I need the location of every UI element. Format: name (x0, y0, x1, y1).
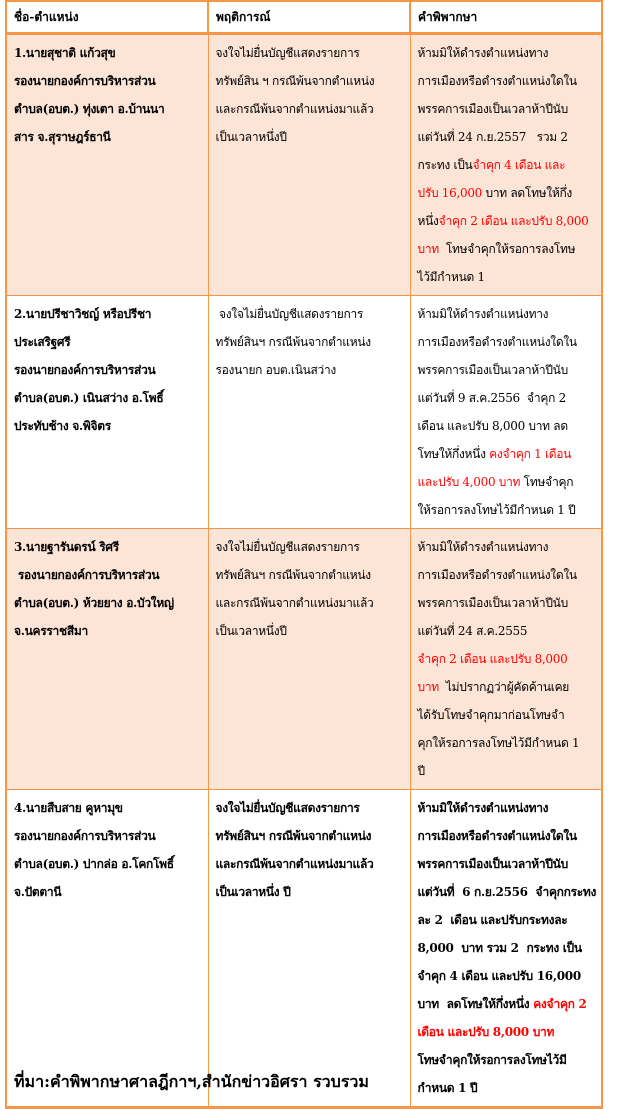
text-line (418, 39, 595, 67)
text-line (14, 533, 201, 561)
text-line (418, 496, 595, 524)
name-cell (6, 34, 208, 296)
text-line (216, 533, 403, 561)
text-line (418, 990, 595, 1018)
text-line (216, 561, 403, 589)
text-line (14, 412, 201, 440)
text-segment: บาท ลดโทษให้กึ่งหนึ่ง (417, 997, 534, 1011)
table-row (6, 34, 602, 296)
text-line (418, 356, 595, 384)
text-line (14, 95, 201, 123)
text-line (418, 207, 595, 235)
text-segment: ตำบล(อบต.) ปากล่อ อ.โคกโพธิ์ (14, 857, 174, 871)
text-segment: เป็นเวลาหนึ่งปี (215, 130, 287, 144)
text-segment: 4.นายสืบสาย คูหามุข (14, 801, 123, 815)
text-segment: ไม่ปรากฏว่าผู้คัดค้านเคย (438, 680, 570, 694)
text-segment: จ.นครราชสีมา (14, 624, 88, 638)
text-segment: เดือน และปรับ 8,000 บาท ลด (417, 419, 568, 433)
text-line (14, 384, 201, 412)
text-segment: ได้รับโทษจำคุกมาก่อนโทษจำ (417, 708, 565, 722)
conduct-cell (208, 34, 410, 296)
verdict-cell (410, 34, 602, 296)
text-line (216, 589, 403, 617)
penalty-highlight: ปรับ 16,000 (417, 186, 482, 200)
text-line (216, 356, 403, 384)
text-line (216, 617, 403, 645)
text-line (14, 300, 201, 328)
text-segment: บาท ลดโทษให้กึ่ง (481, 186, 572, 200)
text-line (418, 412, 595, 440)
text-line (418, 300, 595, 328)
text-segment: แต่วันที่ 9 ส.ค.2556 จำคุก 2 (417, 391, 566, 405)
name-cell (6, 790, 208, 1108)
text-line (14, 561, 201, 589)
header-conduct: พฤติการณ์ (208, 1, 410, 34)
text-line (418, 151, 595, 179)
text-line (14, 123, 201, 151)
conduct-cell (208, 529, 410, 790)
text-segment: โทษจำคุกให้รอการลงโทษไว้มี (417, 1053, 567, 1067)
text-segment: ประทับช้าง จ.พิจิตร (14, 419, 111, 433)
text-line (418, 729, 595, 757)
text-line (418, 822, 595, 850)
text-segment: จงใจไม่ยื่นบัญชีแสดงรายการ (215, 307, 364, 321)
penalty-highlight: เดือน และปรับ 8,000 บาท (417, 1025, 555, 1039)
text-line (418, 701, 595, 729)
text-segment: ทรัพย์สินฯ กรณีพ้นจากตำแหน่ง (215, 829, 372, 843)
name-cell (6, 296, 208, 529)
text-segment: การเมืองหรือดำรงตำแหน่งใดใน (417, 74, 577, 88)
text-segment: แต่วันที่ 6 ก.ย.2556 จำคุกกระทง (417, 885, 597, 899)
text-line (216, 878, 403, 906)
text-line (14, 328, 201, 356)
text-segment: ห้ามมิให้ดำรงตำแหน่งทาง (417, 46, 549, 60)
conduct-cell (208, 296, 410, 529)
text-line (14, 39, 201, 67)
text-segment: ตำบล(อบต.) เนินสว่าง อ.โพธิ์ (14, 391, 164, 405)
text-line (418, 673, 595, 701)
text-line (14, 589, 201, 617)
header-verdict: คำพิพากษา (410, 1, 602, 34)
text-segment: จำคุก 4 เดือน และปรับ 16,000 (417, 969, 581, 983)
source-note: ที่มา:คำพิพากษาศาลฎีกาฯ,สำนักข่าวอิศรา รวบรวม (14, 1072, 369, 1091)
penalty-highlight: คงจำคุก 1 เดือน (489, 447, 572, 461)
text-line (418, 645, 595, 673)
text-line (418, 95, 595, 123)
text-segment: 8,000 บาท รวม 2 กระทง เป็น (417, 941, 582, 955)
text-segment: ห้ามมิให้ดำรงตำแหน่งทาง (417, 307, 549, 321)
text-segment: การเมืองหรือดำรงตำแหน่งใดใน (417, 568, 577, 582)
penalty-highlight: จำคุก 2 เดือน และปรับ 8,000 (438, 214, 589, 228)
text-segment: แต่วันที่ 24 ก.ย.2557 รวม 2 (417, 130, 568, 144)
text-segment: ตำบล(อบต.) ห้วยยาง อ.บัวใหญ่ (14, 596, 174, 610)
text-line (418, 328, 595, 356)
text-segment: โทษจำคุก (520, 475, 574, 489)
text-line (216, 123, 403, 151)
verdict-cell (410, 529, 602, 790)
text-segment: 1.นายสุชาติ แก้วสุข (14, 46, 116, 60)
penalty-highlight: บาท (417, 242, 439, 256)
text-segment: ห้ามมิให้ดำรงตำแหน่งทาง (417, 801, 549, 815)
header-name-position: ชื่อ-ตำแหน่ง (6, 1, 208, 34)
text-segment: โทษจำคุกให้รอการลงโทษ (438, 242, 576, 256)
text-segment: 2.นายปรีชาวิชญ์ หรือปรีชา (14, 307, 152, 321)
penalty-highlight: และปรับ 4,000 บาท (417, 475, 521, 489)
text-line (418, 906, 595, 934)
text-line (216, 95, 403, 123)
verdict-cell (410, 296, 602, 529)
text-segment: หนึ่ง (417, 214, 439, 228)
name-cell (6, 529, 208, 790)
text-line (418, 440, 595, 468)
text-line (216, 850, 403, 878)
text-segment: กำหนด 1 ปี (417, 1081, 478, 1095)
text-segment: พรรคการเมืองเป็นเวลาห้าปีนับ (417, 857, 568, 871)
text-segment: สาร จ.สุราษฎร์ธานี (14, 130, 111, 144)
penalty-highlight: จำคุก 2 เดือน และปรับ 8,000 (417, 652, 568, 666)
text-line (14, 850, 201, 878)
text-segment: จงใจไม่ยื่นบัญชีแสดงรายการ (215, 46, 360, 60)
text-line (418, 533, 595, 561)
text-line (418, 123, 595, 151)
text-segment: คุกให้รอการลงโทษไว้มีกำหนด 1 (417, 736, 580, 750)
text-line (418, 468, 595, 496)
text-line (14, 794, 201, 822)
text-line (216, 822, 403, 850)
text-segment: เป็นเวลาหนึ่งปี (215, 624, 287, 638)
text-segment: ไว้มีกำหนด 1 (417, 270, 485, 284)
text-segment: ทรัพย์สินฯ กรณีพ้นจากตำแหน่ง (215, 568, 371, 582)
penalty-highlight: คงจำคุก 2 (533, 997, 587, 1011)
text-line (418, 1046, 595, 1074)
penalty-highlight: บาท (417, 680, 439, 694)
text-line (418, 263, 595, 291)
text-line (418, 561, 595, 589)
text-line (14, 67, 201, 95)
text-segment: ปี (417, 764, 425, 778)
text-segment: และกรณีพ้นจากตำแหน่งมาแล้ว (215, 857, 374, 871)
verdict-cell (410, 790, 602, 1108)
text-segment: ให้รอการลงโทษไว้มีกำหนด 1 ปี (417, 503, 576, 517)
text-segment: จ.ปัตตานี (14, 885, 62, 899)
text-line (216, 39, 403, 67)
text-line (14, 878, 201, 906)
text-segment: และกรณีพ้นจากตำแหน่งมาแล้ว (215, 596, 374, 610)
text-segment: เป็นเวลาหนึ่ง ปี (215, 885, 291, 899)
table-row (6, 790, 602, 1108)
text-line (216, 300, 403, 328)
table-row (6, 529, 602, 790)
text-segment: โทษให้กึ่งหนึ่ง (417, 447, 490, 461)
text-segment: จงใจไม่ยื่นบัญชีแสดงรายการ (215, 540, 360, 554)
text-segment: การเมืองหรือดำรงตำแหน่งใดใน (417, 335, 577, 349)
text-line (418, 179, 595, 207)
text-segment: ทรัพย์สิน ฯ กรณีพ้นจากตำแหน่ง (215, 74, 375, 88)
text-segment: ละ 2 เดือน และปรับกระทงละ (417, 913, 568, 927)
text-segment: และกรณีพ้นจากตำแหน่งมาแล้ว (215, 102, 374, 116)
text-line (418, 878, 595, 906)
text-segment: ห้ามมิให้ดำรงตำแหน่งทาง (417, 540, 549, 554)
conduct-cell (208, 790, 410, 1108)
text-segment: พรรคการเมืองเป็นเวลาห้าปีนับ (417, 102, 568, 116)
text-line (418, 850, 595, 878)
text-line (418, 617, 595, 645)
text-line (216, 328, 403, 356)
text-segment: รองนายกองค์การบริหารส่วน (14, 363, 156, 377)
text-line (216, 67, 403, 95)
verdict-table (5, 0, 603, 1109)
text-segment: 3.นายฐารันดรน์ ริศรี (14, 540, 119, 554)
text-segment: การเมืองหรือดำรงตำแหน่งใดใน (417, 829, 577, 843)
text-segment: รองนายกองค์การบริหารส่วน (14, 829, 156, 843)
text-segment: ประเสริฐศรี (14, 335, 71, 349)
text-segment: แต่วันที่ 24 ส.ค.2555 (417, 624, 528, 638)
text-segment: ทรัพย์สินฯ กรณีพ้นจากตำแหน่ง (215, 335, 371, 349)
table-header-row (6, 1, 602, 34)
text-segment: กระทง เป็น (417, 158, 473, 172)
text-line (14, 822, 201, 850)
text-line (418, 1074, 595, 1102)
penalty-highlight: จำคุก 4 เดือน และ (472, 158, 566, 172)
text-segment: รองนายก อบต.เนินสว่าง (215, 363, 336, 377)
text-segment: ตำบล(อบต.) ทุ่งเตา อ.บ้านนา (14, 102, 165, 116)
text-segment: พรรคการเมืองเป็นเวลาห้าปีนับ (417, 596, 568, 610)
text-line (418, 384, 595, 412)
text-line (418, 962, 595, 990)
text-line (418, 589, 595, 617)
text-line (418, 235, 595, 263)
text-line (418, 1018, 595, 1046)
text-line (418, 67, 595, 95)
text-line (14, 617, 201, 645)
text-line (216, 794, 403, 822)
text-line (418, 757, 595, 785)
text-line (418, 794, 595, 822)
table-row (6, 296, 602, 529)
text-segment: จงใจไม่ยื่นบัญชีแสดงรายการ (215, 801, 360, 815)
text-segment: รองนายกองค์การบริหารส่วน (14, 74, 156, 88)
text-segment: พรรคการเมืองเป็นเวลาห้าปีนับ (417, 363, 568, 377)
text-line (14, 356, 201, 384)
text-line (418, 934, 595, 962)
text-segment: รองนายกองค์การบริหารส่วน (14, 568, 160, 582)
